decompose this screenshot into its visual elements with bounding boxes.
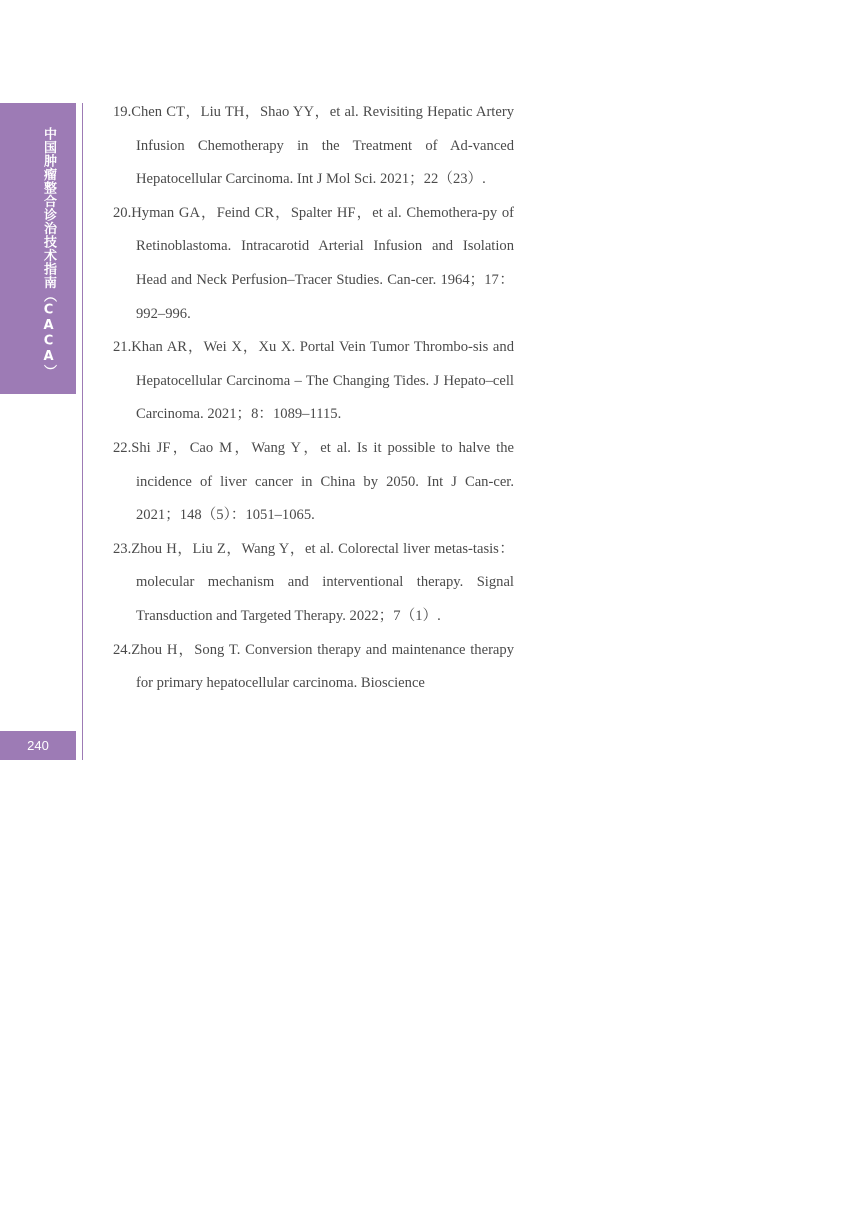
- reference-item: 21.Khan AR，Wei X，Xu X. Portal Vein Tumor Thrombo-sis and Hepatocellular Carcinoma – The Changing Tides. J Hepato–cell Carcinoma. 2021；8：1089–1115.: [113, 339, 514, 423]
- margin-divider: [82, 103, 83, 760]
- page-number: 240: [27, 738, 49, 753]
- reference-item: 19.Chen CT，Liu TH，Shao YY，et al. Revisiting Hepatic Artery Infusion Chemotherapy in the Treatment of Ad-vanced Hepatocellular Carcinoma. Int J Mol Sci. 2021；22（23）.: [113, 104, 514, 188]
- sidebar-title: 中国肿瘤整合诊治技术指南（CACA）: [41, 127, 56, 378]
- reference-item: 20.Hyman GA，Feind CR，Spalter HF，et al. Chemothera-py of Retinoblastoma. Intracarotid Arterial Infusion and Isolation Head and Neck Perfusion–Tracer Studies. Can-cer. 1964；17：992–996.: [113, 204, 514, 322]
- reference-item: 23.Zhou H，Liu Z，Wang Y，et al. Colorectal liver metas-tasis：molecular mechanism and interventional therapy. Signal Transduction and Targeted Therapy. 2022；7（1）.: [113, 540, 514, 624]
- reference-item: 24.Zhou H，Song T. Conversion therapy and maintenance therapy for primary hepatocellular carcinoma. Bioscience: [113, 641, 514, 692]
- reference-item: 22.Shi JF，Cao M，Wang Y，et al. Is it possible to halve the incidence of liver cancer in China by 2050. Int J Can-cer. 2021；148（5）：1051–1065.: [113, 439, 514, 524]
- reference-list: [113, 96, 514, 701]
